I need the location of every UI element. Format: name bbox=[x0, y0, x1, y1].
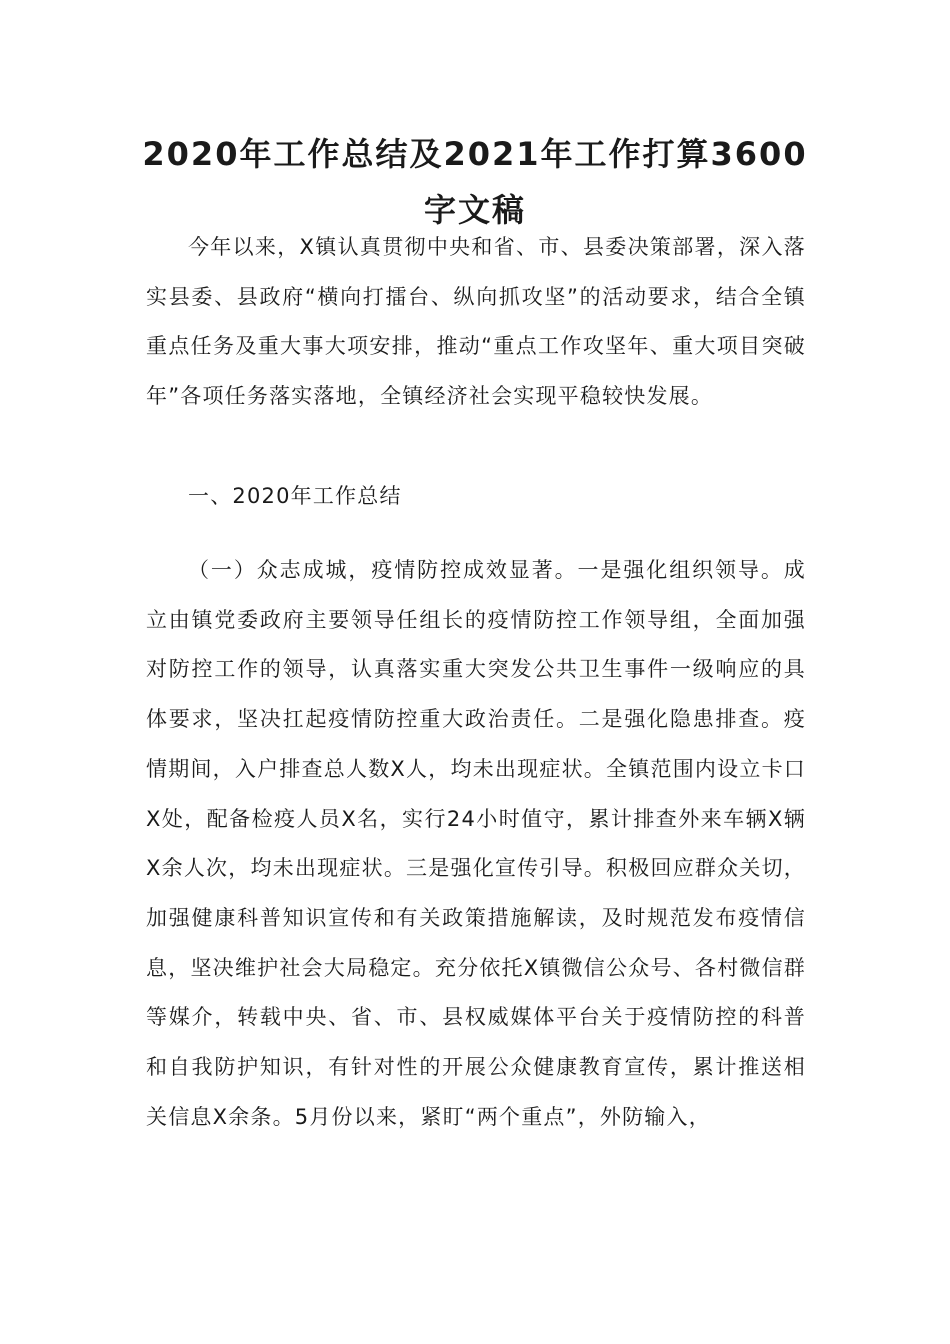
intro-paragraph: 今年以来，X镇认真贯彻中央和省、市、县委决策部署，深入落实县委、县政府“横向打擂台、纵向抓攻坚”的活动要求，结合全镇重点任务及重大事大项安排，推动“重点工作攻坚年、重大项目突破年”各项任务落实落地，全镇经济社会实现平稳较快发展。 bbox=[146, 235, 806, 409]
section-heading: 一、2020年工作总结 bbox=[188, 484, 402, 508]
document-title: 2020年工作总结及2021年工作打算3600字文稿 bbox=[142, 135, 808, 229]
section-paragraph: （一）众志成城，疫情防控成效显著。一是强化组织领导。成立由镇党委政府主要领导任组长的疫情防控工作领导组，全面加强对防控工作的领导，认真落实重大突发公共卫生事件一级响应的具体要求，坚决扛起疫情防控重大政治责任。二是强化隐患排查。疫情期间，入户排查总人数X人，均未出现症状。全镇范围内设立卡口X处，配备检疫人员X名，实行24小时值守，累计排查外来车辆X辆X余人次，均未出现症状。三是强化宣传引导。积极回应群众关切，加强健康科普知识宣传和有关政策措施解读，及时规范发布疫情信息，坚决维护社会大局稳定。充分依托X镇微信公众号、各村微信群等媒介，转载中央、省、市、县权威媒体平台关于疫情防控的科普和自我防护知识，有针对性的开展公众健康教育宣传，累计推送相关信息X余条。5月份以来，紧盯“两个重点”，外防输入， bbox=[146, 558, 806, 1129]
